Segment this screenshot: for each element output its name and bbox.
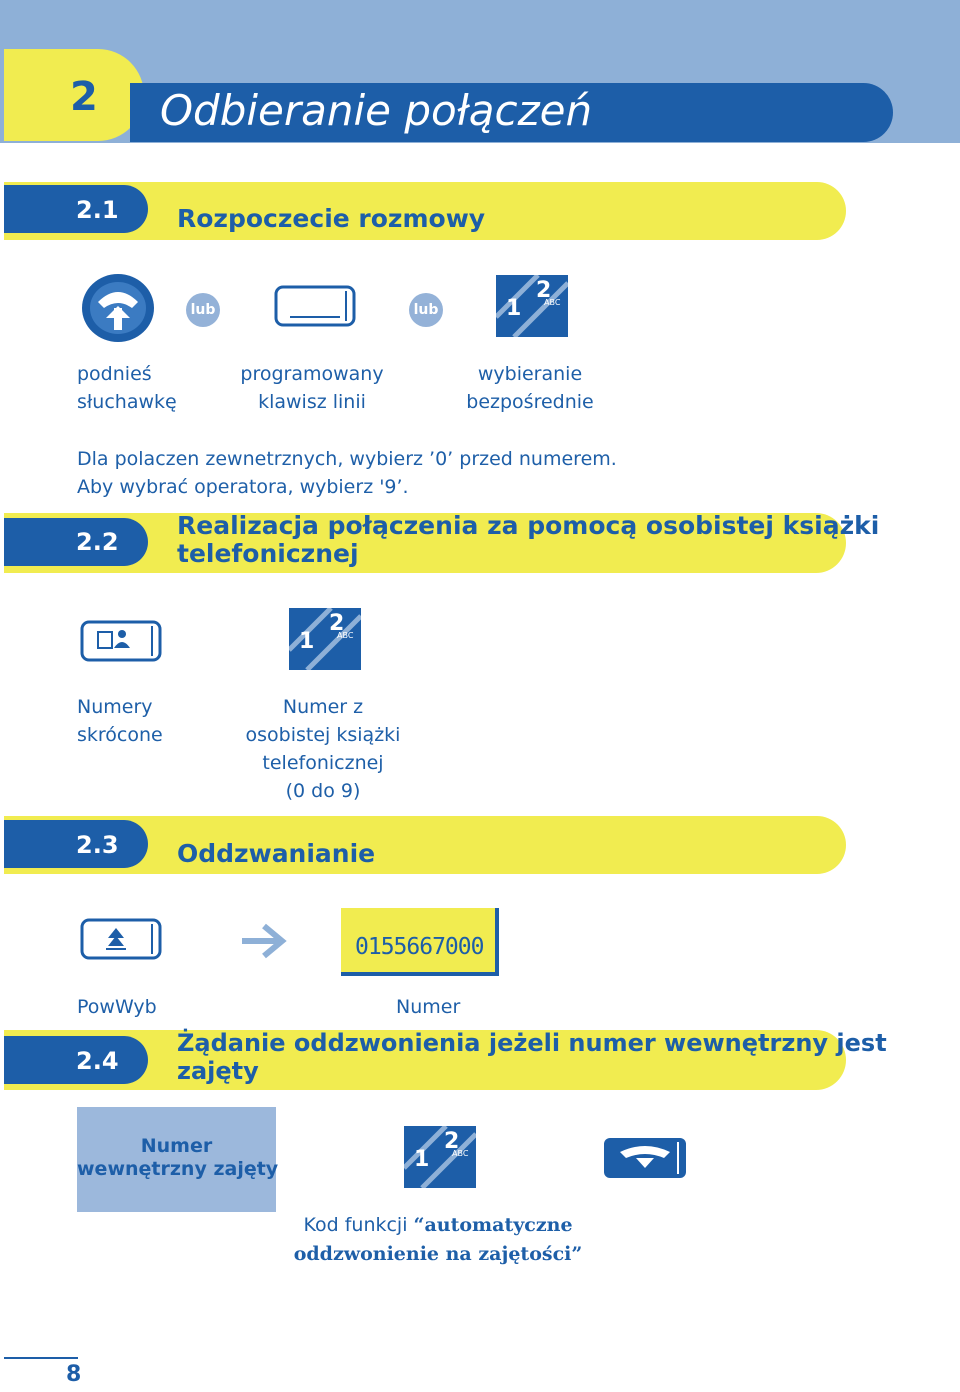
key-2-label: 2 [444, 1129, 460, 1154]
lift-handset-icon [80, 272, 156, 344]
keypad-icon [404, 1126, 476, 1188]
section-title-2-3: Oddzwanianie [177, 839, 376, 868]
chapter-title: Odbieranie połączeń [160, 86, 593, 135]
arrow-right-icon [240, 922, 288, 960]
hang-up-icon [604, 1138, 686, 1178]
key-1-label: 1 [506, 296, 522, 321]
or-badge: lub [409, 293, 443, 327]
section-title-2-4: Żądanie oddzwonienia jeżeli numer wewnętrzny jest zajęty [177, 1029, 887, 1085]
key-2-letters: ABC [337, 631, 354, 640]
speed-dial-label: Numery skrócone [77, 696, 163, 746]
operator-note: Aby wybrać operatora, wybierz '9’. [77, 476, 409, 498]
page-number: 8 [66, 1362, 82, 1387]
busy-box-line-1: Numer [140, 1135, 213, 1157]
direct-dial-label: wybieranie bezpośrednie [466, 363, 594, 413]
chapter-number: 2 [70, 74, 98, 120]
number-label: Numer [396, 996, 461, 1018]
key-2-letters: ABC [452, 1149, 469, 1158]
key-1-label: 1 [299, 629, 315, 654]
feature-code-caption: Kod funkcji “automatyczne oddzwonienie na zajętości” [293, 1214, 583, 1265]
keypad-icon [496, 275, 568, 337]
personal-directory-label: Numer z osobistej książki telefonicznej (0 do 9) [245, 696, 401, 802]
lift-handset-label: podnieś słuchawkę [77, 363, 177, 413]
busy-box-line-2: wewnętrzny zajęty [77, 1158, 279, 1180]
redial-key-icon [80, 918, 162, 960]
section-number-2-3: 2.3 [76, 831, 119, 859]
key-2-letters: ABC [544, 298, 561, 307]
key-2-label: 2 [536, 278, 552, 303]
busy-extension-box [77, 1107, 279, 1212]
phone-display [341, 908, 499, 976]
section-title-2-2: Realizacja połączenia za pomocą osobistej książki telefonicznej [177, 511, 880, 568]
section-number-2-2: 2.2 [76, 528, 119, 556]
keypad-icon [289, 608, 361, 670]
section-number-2-4: 2.4 [76, 1047, 119, 1075]
key-2-label: 2 [329, 611, 345, 636]
redial-label: PowWyb [77, 996, 157, 1018]
section-title-2-1: Rozpoczecie rozmowy [177, 204, 486, 233]
speed-dial-key-icon [80, 620, 162, 662]
footer-rule [4, 1357, 78, 1359]
section-number-2-1: 2.1 [76, 196, 119, 224]
line-key-label: programowany klawisz linii [240, 363, 384, 413]
line-key-icon [274, 285, 356, 327]
display-number: 0155667000 [355, 934, 484, 960]
external-call-note: Dla polaczen zewnetrznych, wybierz ’0’ przed numerem. [77, 448, 617, 470]
or-badge: lub [186, 293, 220, 327]
key-1-label: 1 [414, 1147, 430, 1172]
